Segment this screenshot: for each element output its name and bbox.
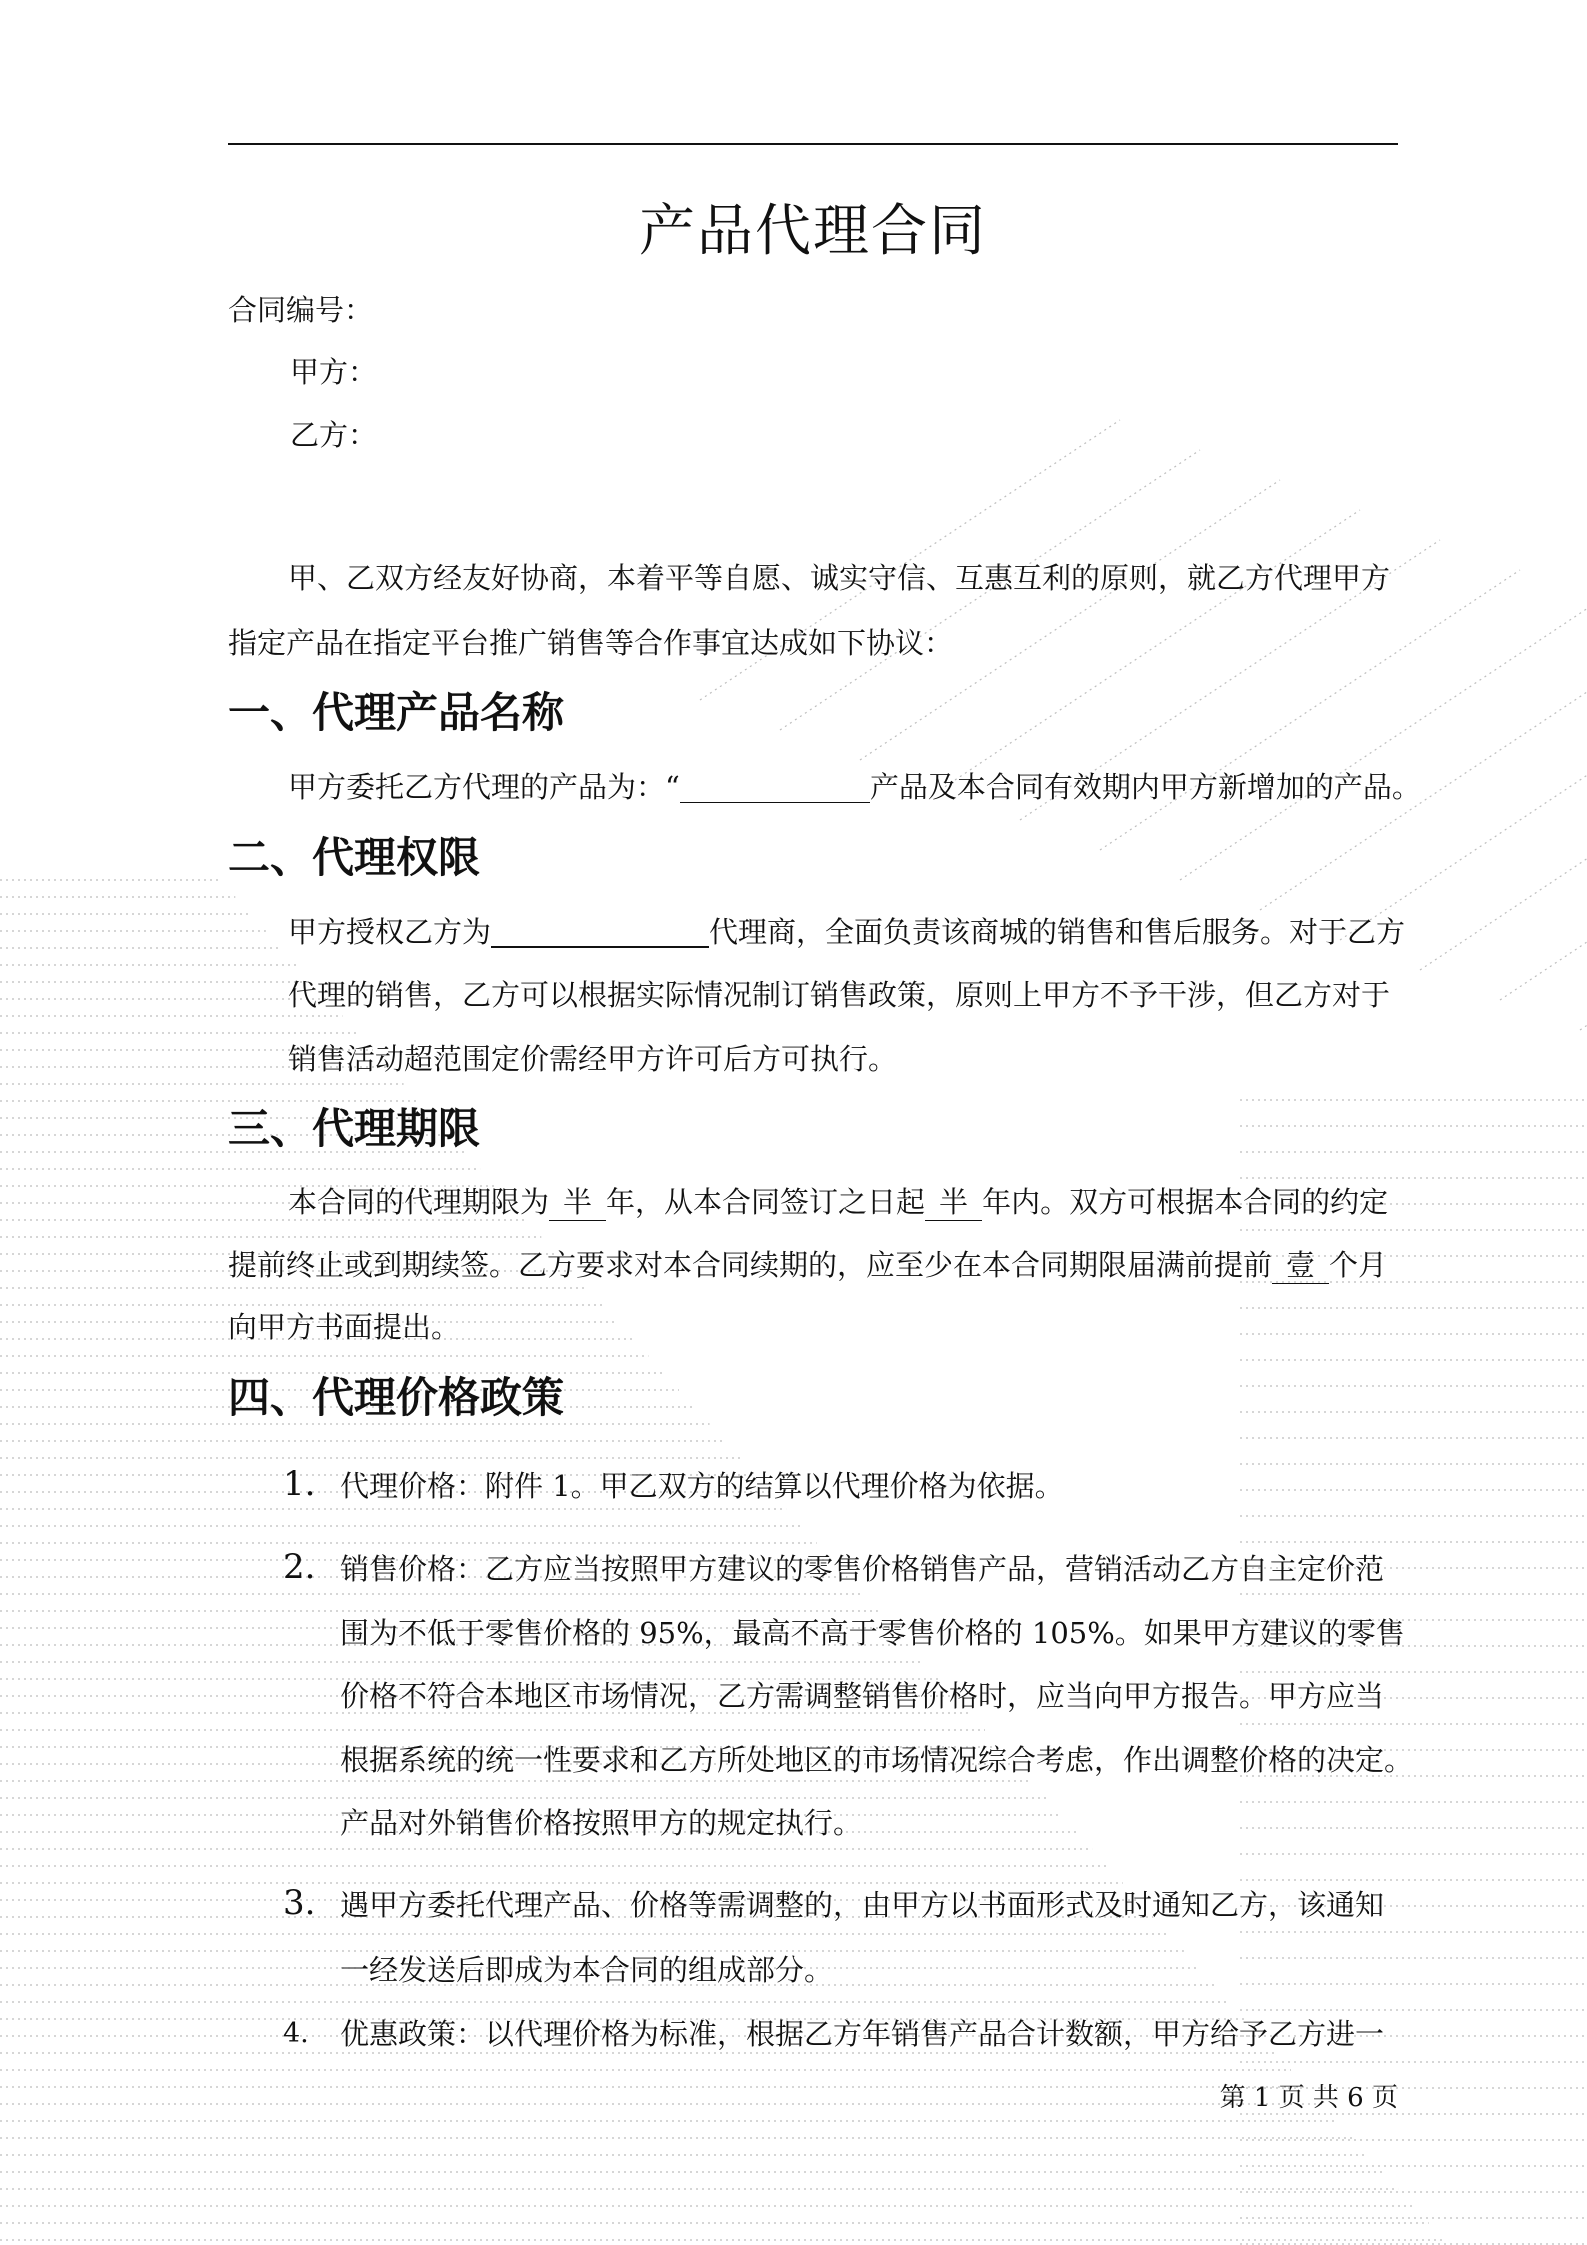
section-1-text-before: 甲方委托乙方代理的产品为：“: [288, 770, 680, 804]
section-2-line-1-after: 代理商，全面负责该商城的销售和售后服务。对于乙方: [709, 915, 1406, 949]
list-item-line: 根据系统的统一性要求和乙方所处地区的市场情况综合考虑，作出调整价格的决定。: [340, 1743, 1414, 1777]
notice-value: 壹: [1272, 1247, 1329, 1284]
section-3-line-2: [228, 1245, 1387, 1285]
section-1-heading: 一、代理产品名称: [228, 688, 565, 737]
section-1-text-after: 产品及本合同有效期内甲方新增加的产品。: [869, 770, 1421, 804]
section-1-text: [288, 767, 1421, 807]
agent-type-blank: [491, 912, 709, 948]
page-number: 第 1 页 共 6 页: [1219, 2083, 1398, 2113]
list-item-line: 价格不符合本地区市场情况，乙方需调整销售价格时，应当向甲方报告。甲方应当: [340, 1679, 1385, 1713]
section-3-line-2-b: 个月: [1329, 1248, 1388, 1282]
party-b-label: 乙方：: [290, 418, 378, 452]
list-item-number: 2.: [283, 1547, 316, 1587]
section-2-line-1: [288, 912, 1405, 952]
section-3-line-2-a: 提前终止或到期续签。乙方要求对本合同续期的，应至少在本合同期限届满前提前: [228, 1248, 1273, 1282]
list-item-line: 代理价格：附件 1。甲乙双方的结算以代理价格为依据。: [340, 1469, 1064, 1503]
list-item-line: 销售价格：乙方应当按照甲方建议的零售价格销售产品，营销活动乙方自主定价范: [340, 1552, 1385, 1586]
product-name-blank: [680, 768, 870, 803]
list-item-line: 产品对外销售价格按照甲方的规定执行。: [340, 1806, 863, 1840]
list-item-number: 3.: [283, 1883, 316, 1923]
term-value-2: 半: [925, 1184, 982, 1221]
section-4-heading: 四、代理价格政策: [228, 1373, 565, 1422]
list-item-number: 1.: [283, 1464, 316, 1504]
header-rule: [228, 143, 1398, 145]
section-3-line-1-c: 年内。双方可根据本合同的约定: [982, 1185, 1389, 1219]
list-item-number: 4.: [283, 2018, 309, 2049]
section-2-line-1-before: 甲方授权乙方为: [288, 915, 492, 949]
intro-line-1: 甲、乙双方经友好协商，本着平等自愿、诚实守信、互惠互利的原则，就乙方代理甲方: [288, 561, 1391, 595]
party-a-label: 甲方：: [290, 355, 378, 389]
section-3-line-1-a: 本合同的代理期限为: [288, 1185, 550, 1219]
section-3-line-1-b: 年，从本合同签订之日起: [606, 1185, 926, 1219]
section-3-heading: 三、代理期限: [228, 1104, 481, 1153]
section-2-line-3: 销售活动超范围定价需经甲方许可后方可执行。: [288, 1042, 898, 1076]
list-item-line: 遇甲方委托代理产品、价格等需调整的，由甲方以书面形式及时通知乙方，该通知: [340, 1888, 1385, 1922]
intro-line-2: 指定产品在指定平台推广销售等合作事宜达成如下协议：: [228, 626, 954, 660]
list-item-line: 优惠政策：以代理价格为标准，根据乙方年销售产品合计数额，甲方给予乙方进一: [340, 2017, 1385, 2051]
contract-number-label: 合同编号：: [228, 293, 374, 327]
section-2-heading: 二、代理权限: [228, 833, 481, 882]
term-value: 半: [549, 1184, 606, 1221]
section-3-line-3: 向甲方书面提出。: [228, 1310, 461, 1344]
section-2-line-2: 代理的销售，乙方可以根据实际情况制订销售政策，原则上甲方不予干涉，但乙方对于: [288, 978, 1391, 1012]
list-item-line: 一经发送后即成为本合同的组成部分。: [340, 1953, 834, 1987]
document-title: 产品代理合同: [639, 199, 987, 264]
list-item-line: 围为不低于零售价格的 95%，最高不高于零售价格的 105%。如果甲方建议的零售: [340, 1616, 1405, 1650]
section-3-line-1: [288, 1182, 1388, 1222]
